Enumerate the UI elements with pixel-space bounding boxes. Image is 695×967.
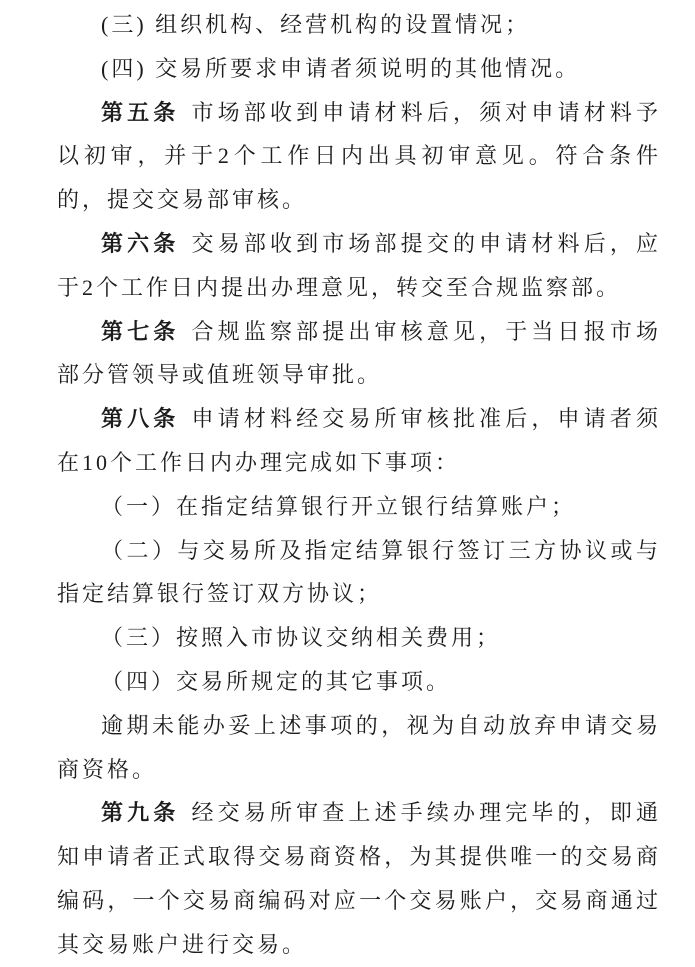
sub-item-4-text: (四) 交易所要求申请者须说明的其他情况。	[101, 55, 581, 81]
article-5-label: 第五条	[101, 99, 180, 125]
article-6	[57, 222, 661, 310]
article-5	[57, 91, 661, 222]
sub-item-3	[57, 3, 661, 47]
article-7-text: 合规监察部提出审核意见，于当日报市场部分管领导或值班领导审批。	[57, 318, 661, 388]
article-8-label: 第八条	[101, 406, 180, 432]
article-7-label: 第七条	[101, 318, 180, 344]
sub-item-3-text: (三) 组织机构、经营机构的设置情况；	[101, 12, 531, 37]
article-9	[57, 791, 661, 966]
article-8-item-1-text: （一）在指定结算银行开立银行结算账户；	[101, 493, 577, 519]
article-9-label: 第九条	[101, 800, 180, 826]
article-7	[57, 310, 661, 398]
article-8-item-4	[57, 660, 661, 704]
article-8-text: 申请材料经交易所审核批准后，申请者须在10个工作日内办理完成如下事项：	[57, 406, 661, 475]
article-8	[57, 397, 661, 485]
article-8-note-text: 逾期未能办妥上述事项的，视为自动放弃申请交易商资格。	[57, 712, 661, 782]
article-6-text: 交易部收到市场部提交的申请材料后，应于2个工作日内提出办理意见，转交至合规监察部。	[57, 230, 661, 300]
article-8-item-3-text: （三）按照入市协议交纳相关费用；	[101, 625, 502, 651]
article-8-note	[57, 704, 661, 792]
article-8-item-1	[57, 485, 661, 529]
sub-item-4	[57, 47, 661, 91]
article-5-text: 市场部收到申请材料后，须对申请材料予以初审，并于2个工作日内出具初审意见。符合条件的，提交交易部审核。	[57, 99, 661, 213]
article-9-text: 经交易所审查上述手续办理完毕的，即通知申请者正式取得交易商资格，为其提供唯一的交易商编码，一个交易商编码对应一个交易账户，交易商通过其交易账户进行交易。	[57, 800, 661, 957]
article-8-item-4-text: （四）交易所规定的其它事项。	[101, 668, 452, 694]
article-8-item-2-text: （二）与交易所及指定结算银行签订三方协议或与指定结算银行签订双方协议；	[57, 537, 661, 607]
article-8-item-2	[57, 529, 661, 617]
article-6-label: 第六条	[101, 230, 180, 256]
article-8-item-3	[57, 616, 661, 660]
